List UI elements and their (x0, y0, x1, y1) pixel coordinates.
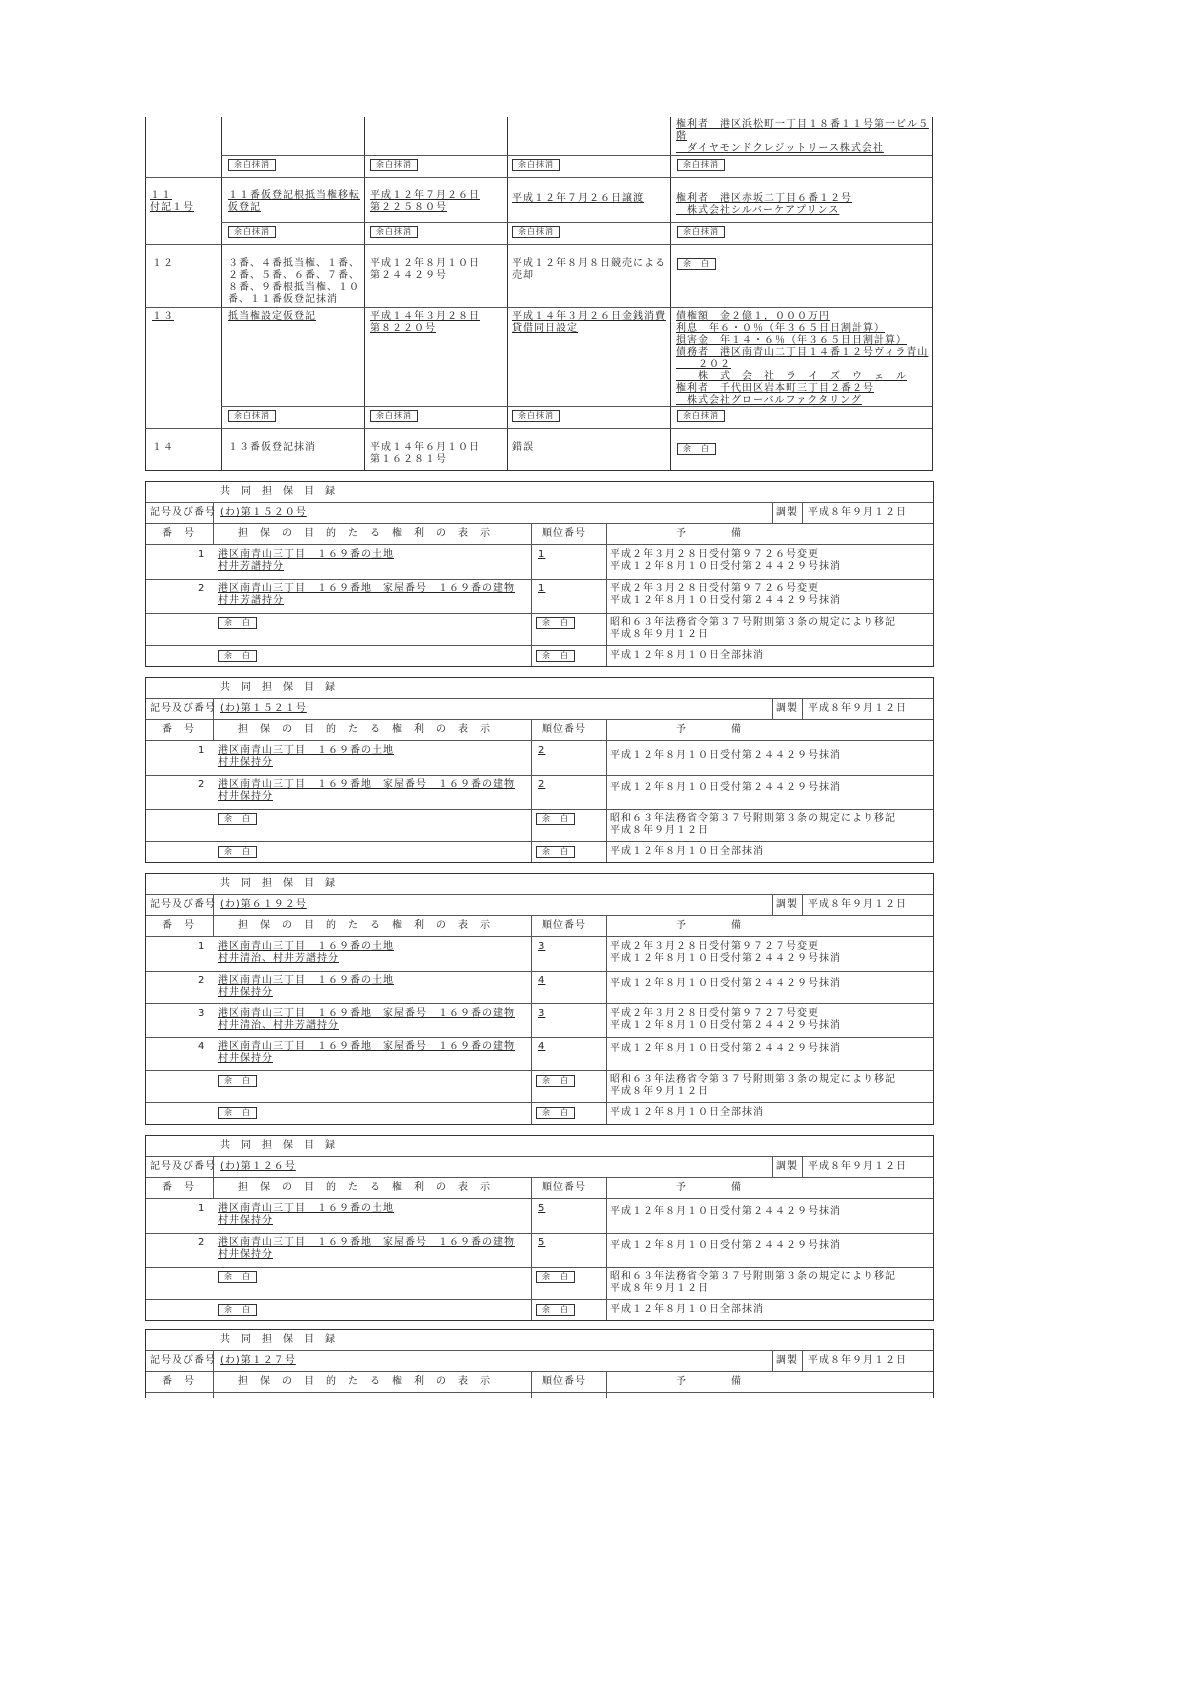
blank-stamp: 余 白 (218, 1107, 257, 1119)
collateral-catalog (145, 1135, 934, 1321)
blank-stamp: 余 白 (536, 1107, 575, 1119)
entry-desc: 港区南青山三丁目 １６９番の土地 村井保持分 (218, 745, 394, 768)
kigou-value: (わ)第１５２０号 (220, 507, 307, 518)
blank-stamp: 余 白 (536, 1271, 575, 1283)
entry-no: 2 (198, 1237, 206, 1248)
entry-no: 4 (198, 1041, 206, 1052)
hyouji-header: 担 保 の 目 的 た る 権 利 の 表 示 (238, 1376, 491, 1387)
collateral-catalog (145, 1329, 934, 1398)
register-row3-holder: 債権額 金２億１，０００万円 利息 年６・０％（年３６５日日割計算） 損害金 年１４・６％（年３６５日日割計算） 債務者 港区南青山二丁目１４番１２号ヴィラ青山 ２０２ 株 式 会 社 ラ イ ズ ウ ェ ル 権利者 千代田区岩本町三丁目２番２号 株式会社グローバルファクタリング (676, 311, 929, 406)
entry-no: 1 (198, 941, 206, 952)
catalog-title: 共同担保目録 (220, 878, 346, 889)
register-row2-cause: 平成１２年８月８日競売による 売却 (512, 258, 666, 281)
entry-rank: 2 (538, 745, 546, 756)
entry-desc: 港区南青山三丁目 １６９番地 家屋番号 １６９番の建物 村井清治、村井芳譜持分 (218, 1008, 515, 1031)
register-row3-cause: 平成１４年３月２６日金銭消費 貸借同日設定 (512, 311, 666, 334)
hyouji-header: 担 保 の 目 的 た る 権 利 の 表 示 (238, 724, 491, 735)
entry-no: 2 (198, 779, 206, 790)
entry-no: 3 (198, 1008, 206, 1019)
register-row1-reception: 平成１２年７月２６日 第２２５８０号 (370, 190, 480, 213)
register-row4-reception: 平成１４年６月１０日 第１６２８１号 (370, 442, 480, 465)
bangou-header: 番 号 (162, 1376, 195, 1387)
bangou-header: 番 号 (162, 1182, 195, 1193)
hyouji-header: 担 保 の 目 的 た る 権 利 の 表 示 (238, 920, 491, 931)
blank-stamp: 余 白 (536, 846, 575, 858)
entry-note: 平成２年３月２８日受付第９７２７号変更 平成１２年８月１０日受付第２４４２９号抹消 (610, 941, 841, 964)
blank-stamp: 余 白 (218, 813, 257, 825)
kigou-label: 記号及び番号 (150, 507, 216, 518)
juni-header: 順位番号 (542, 1182, 586, 1193)
chousei-date: 平成８年９月１２日 (808, 1355, 907, 1366)
erase-stamp: 余白抹消 (370, 410, 418, 422)
erase-stamp: 余白抹消 (677, 410, 725, 422)
blank-stamp: 余 白 (218, 846, 257, 858)
kigou-label: 記号及び番号 (150, 1161, 216, 1172)
yobi-header: 予 備 (676, 528, 742, 539)
transfer-note: 昭和６３年法務省令第３７号附則第３条の規定により移記 平成８年９月１２日 (610, 617, 896, 640)
catalog-title: 共同担保目録 (220, 1334, 346, 1345)
collateral-catalog (145, 481, 934, 667)
kigou-value: (わ)第１５２１号 (220, 703, 307, 714)
chousei-date: 平成８年９月１２日 (808, 899, 907, 910)
register-row2-reception: 平成１２年８月１０日 第２４４２９号 (370, 258, 480, 281)
erase-stamp: 余白抹消 (228, 226, 276, 238)
erase-note: 平成１２年８月１０日全部抹消 (610, 846, 764, 857)
entry-desc: 港区南青山三丁目 １６９番地 家屋番号 １６９番の建物 村井芳譜持分 (218, 583, 515, 606)
blank-stamp: 余 白 (536, 650, 575, 662)
kigou-label: 記号及び番号 (150, 899, 216, 910)
erase-note: 平成１２年８月１０日全部抹消 (610, 1107, 764, 1118)
entry-no: 1 (198, 1203, 206, 1214)
entry-no: 2 (198, 583, 206, 594)
erase-stamp: 余白抹消 (512, 159, 560, 171)
entry-rank: 4 (538, 975, 546, 986)
bangou-header: 番 号 (162, 920, 195, 931)
register-row1-purpose: １１番仮登記根抵当権移転 仮登記 (228, 190, 360, 213)
catalog-title: 共同担保目録 (220, 486, 346, 497)
chousei-label: 調製 (776, 899, 798, 910)
kigou-label: 記号及び番号 (150, 703, 216, 714)
juni-header: 順位番号 (542, 724, 586, 735)
entry-no: 1 (198, 745, 206, 756)
register-row1-cause: 平成１２年７月２６日譲渡 (512, 193, 644, 204)
erase-stamp: 余白抹消 (228, 159, 276, 171)
transfer-note: 昭和６３年法務省令第３７号附則第３条の規定により移記 平成８年９月１２日 (610, 813, 896, 836)
erase-stamp: 余白抹消 (228, 410, 276, 422)
register-row4-purpose: １３番仮登記抹消 (228, 442, 316, 453)
erase-stamp: 余白抹消 (677, 226, 725, 238)
register-row1-holder: 権利者 港区赤坂二丁目６番１２号 株式会社シルバーケアプリンス (676, 193, 852, 216)
chousei-label: 調製 (776, 1161, 798, 1172)
register-row1-num: １１ 付記１号 (150, 190, 194, 213)
juni-header: 順位番号 (542, 1376, 586, 1387)
entry-rank: 5 (538, 1203, 546, 1214)
entry-no: 1 (198, 549, 206, 560)
catalog-title: 共同担保目録 (220, 1140, 346, 1151)
entry-desc: 港区南青山三丁目 １６９番地 家屋番号 １６９番の建物 村井保持分 (218, 1041, 515, 1064)
entry-note: 平成１２年８月１０日受付第２４４２９号抹消 (610, 978, 841, 989)
juni-header: 順位番号 (542, 528, 586, 539)
erase-stamp: 余白抹消 (512, 410, 560, 422)
register-row4-num: １４ (152, 442, 174, 453)
kigou-value: (わ)第１２７号 (220, 1355, 296, 1366)
entry-rank: 5 (538, 1237, 546, 1248)
blank-stamp: 余 白 (218, 1271, 257, 1283)
entry-desc: 港区南青山三丁目 １６９番の土地 村井芳譜持分 (218, 549, 394, 572)
transfer-note: 昭和６３年法務省令第３７号附則第３条の規定により移記 平成８年９月１２日 (610, 1074, 896, 1097)
register-row3-purpose: 抵当権設定仮登記 (228, 311, 316, 322)
register-row2-purpose: ３番、４番抵当権、１番、 ２番、５番、６番、７番、 ８番、９番根抵当権、１０ 番、１１番仮登記抹消 (228, 258, 360, 305)
register-row2-num: １２ (152, 258, 174, 269)
blank-stamp: 余 白 (536, 813, 575, 825)
entry-rank: 1 (538, 583, 546, 594)
erase-stamp: 余白抹消 (370, 159, 418, 171)
entry-desc: 港区南青山三丁目 １６９番地 家屋番号 １６９番の建物 村井保持分 (218, 779, 515, 802)
collateral-catalog (145, 677, 934, 863)
register-row4-cause: 錯誤 (512, 442, 534, 453)
hyouji-header: 担 保 の 目 的 た る 権 利 の 表 示 (238, 528, 491, 539)
blank-stamp: 余 白 (536, 1075, 575, 1087)
entry-note: 平成１２年８月１０日受付第２４４２９号抹消 (610, 782, 841, 793)
chousei-date: 平成８年９月１２日 (808, 1161, 907, 1172)
blank-stamp: 余 白 (218, 1304, 257, 1316)
chousei-date: 平成８年９月１２日 (808, 703, 907, 714)
entry-desc: 港区南青山三丁目 １６９番の土地 村井保持分 (218, 975, 394, 998)
blank-stamp: 余 白 (677, 443, 716, 455)
chousei-label: 調製 (776, 1355, 798, 1366)
entry-no: 2 (198, 975, 206, 986)
yobi-header: 予 備 (676, 920, 742, 931)
yobi-header: 予 備 (676, 1182, 742, 1193)
blank-stamp: 余 白 (218, 1075, 257, 1087)
bangou-header: 番 号 (162, 528, 195, 539)
register-row3-num: １３ (152, 311, 174, 322)
chousei-label: 調製 (776, 703, 798, 714)
entry-desc: 港区南青山三丁目 １６９番地 家屋番号 １６９番の建物 村井保持分 (218, 1237, 515, 1260)
erase-stamp: 余白抹消 (677, 159, 725, 171)
hyouji-header: 担 保 の 目 的 た る 権 利 の 表 示 (238, 1182, 491, 1193)
erase-stamp: 余白抹消 (370, 226, 418, 238)
entry-rank: 1 (538, 549, 546, 560)
blank-stamp: 余 白 (218, 650, 257, 662)
entry-desc: 港区南青山三丁目 １６９番の土地 村井清治、村井芳譜持分 (218, 941, 394, 964)
entry-rank: 4 (538, 1041, 546, 1052)
entry-rank: 2 (538, 779, 546, 790)
blank-stamp: 余 白 (536, 617, 575, 629)
entry-rank: 3 (538, 1008, 546, 1019)
entry-desc: 港区南青山三丁目 １６９番の土地 村井保持分 (218, 1203, 394, 1226)
entry-note: 平成１２年８月１０日受付第２４４２９号抹消 (610, 1206, 841, 1217)
entry-note: 平成２年３月２８日受付第９７２７号変更 平成１２年８月１０日受付第２４４２９号抹消 (610, 1008, 841, 1031)
blank-stamp: 余 白 (677, 258, 716, 270)
bangou-header: 番 号 (162, 724, 195, 735)
entry-rank: 3 (538, 941, 546, 952)
entry-note: 平成２年３月２８日受付第９７２６号変更 平成１２年８月１０日受付第２４４２９号抹消 (610, 583, 841, 606)
register-row3-reception: 平成１４年３月２８日 第８２２０号 (370, 311, 480, 334)
juni-header: 順位番号 (542, 920, 586, 931)
blank-stamp: 余 白 (218, 617, 257, 629)
entry-note: 平成２年３月２８日受付第９７２６号変更 平成１２年８月１０日受付第２４４２９号抹消 (610, 549, 841, 572)
yobi-header: 予 備 (676, 724, 742, 735)
erase-stamp: 余白抹消 (512, 226, 560, 238)
kigou-value: (わ)第１２６号 (220, 1161, 296, 1172)
entry-note: 平成１２年８月１０日受付第２４４２９号抹消 (610, 1240, 841, 1251)
register-row0-holder: 権利者 港区浜松町一丁目１８番１１号第一ビル５ 階 ダイヤモンドクレジットリース株式会社 (676, 119, 929, 154)
transfer-note: 昭和６３年法務省令第３７号附則第３条の規定により移記 平成８年９月１２日 (610, 1271, 896, 1294)
entry-note: 平成１２年８月１０日受付第２４４２９号抹消 (610, 1043, 841, 1054)
erase-note: 平成１２年８月１０日全部抹消 (610, 650, 764, 661)
chousei-date: 平成８年９月１２日 (808, 507, 907, 518)
collateral-catalog (145, 873, 934, 1125)
blank-stamp: 余 白 (536, 1304, 575, 1316)
entry-note: 平成１２年８月１０日受付第２４４２９号抹消 (610, 750, 841, 761)
kigou-label: 記号及び番号 (150, 1355, 216, 1366)
yobi-header: 予 備 (676, 1376, 742, 1387)
kigou-value: (わ)第６１９２号 (220, 899, 307, 910)
chousei-label: 調製 (776, 507, 798, 518)
catalog-title: 共同担保目録 (220, 682, 346, 693)
erase-note: 平成１２年８月１０日全部抹消 (610, 1304, 764, 1315)
